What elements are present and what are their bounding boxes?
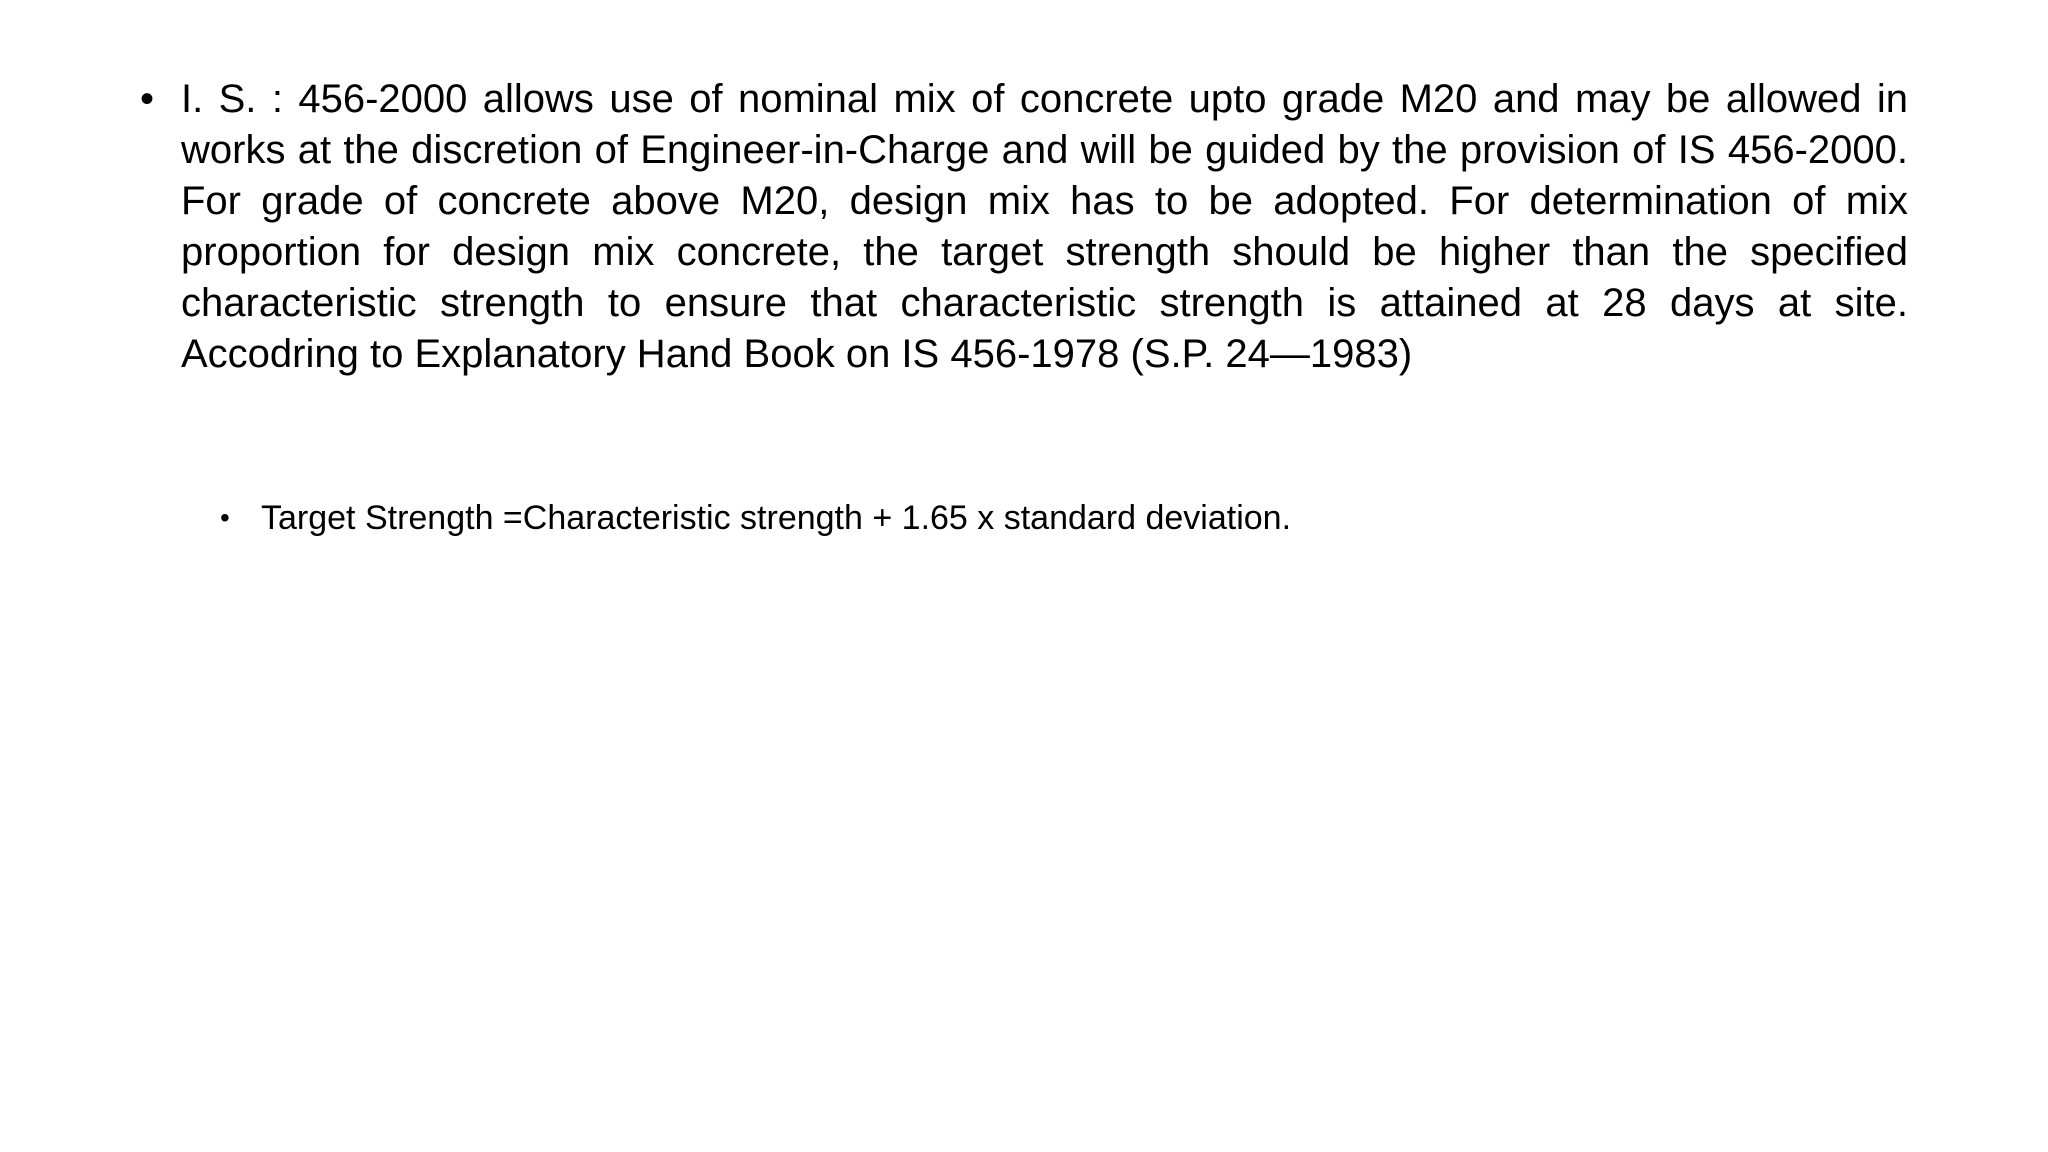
sub-bullet-text: Target Strength =Characteristic strength + 1.65 x standard deviation. [261,499,1292,537]
bullet-marker: • [140,77,155,121]
bullet-text: I. S. : 456-2000 allows use of nominal mix of concrete upto grade M20 and may be allowed in works at the discretion of Engineer-in-Charge and will be guided by the provision of IS 456-2000. For grade of concrete above M20, design mix has to be adopted. For determination of mix proportion for design mix concrete, the target strength should be higher than the specified characteristic strength to ensure that characteristic strength is attained at 28 days at site. Accodring to Explanatory Hand Book on IS 456-1978 (S.P. 24—1983) [181,77,1908,376]
sub-bullet-marker: • [220,502,230,533]
